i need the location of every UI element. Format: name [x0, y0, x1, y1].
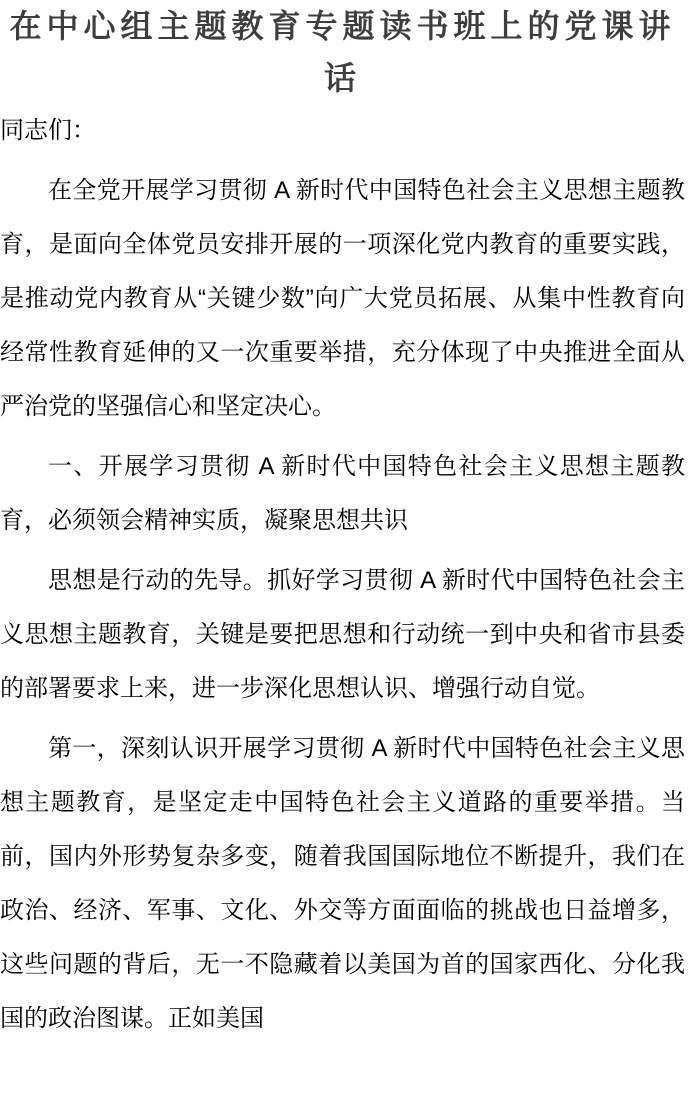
paragraph: 第一，深刻认识开展学习贯彻 A 新时代中国特色社会主义思想主题教育，是坚定走中国特色社会主义道路的重要举措。当前，国内外形势复杂多变，随着我国国际地位不断提升，我们在政治、经济、军事、文化、外交等方面面临的挑战也日益增多，这些问题的背后，无一不隐藏着以美国为首的国家西化、分化我国的政治图谋。正如美国 [0, 735, 685, 1032]
paragraph: 在全党开展学习贯彻 A 新时代中国特色社会主义思想主题教育，是面向全体党员安排开展的一项深化党内教育的重要实践，是推动党内教育从“关键少数”向广大党员拓展、从集中性教育向经常性教育延伸的又一次重要举措，充分体现了中央推进全面从严治党的坚强信心和坚定决心。 [0, 177, 685, 420]
paragraph-list [0, 164, 685, 1046]
section-heading: 一、开展学习贯彻 A 新时代中国特色社会主义思想主题教育，必须领会精神实质，凝聚思想共识 [0, 453, 685, 534]
document-title: 在中心组主题教育专题读书班上的党课讲话 [9, 8, 676, 96]
salutation: 同志们： [0, 117, 96, 144]
paragraph: 思想是行动的先导。抓好学习贯彻 A 新时代中国特色社会主义思想主题教育，关键是要把思想和行动统一到中央和省市县委的部署要求上来，进一步深化思想认识、增强行动自觉。 [0, 567, 685, 702]
